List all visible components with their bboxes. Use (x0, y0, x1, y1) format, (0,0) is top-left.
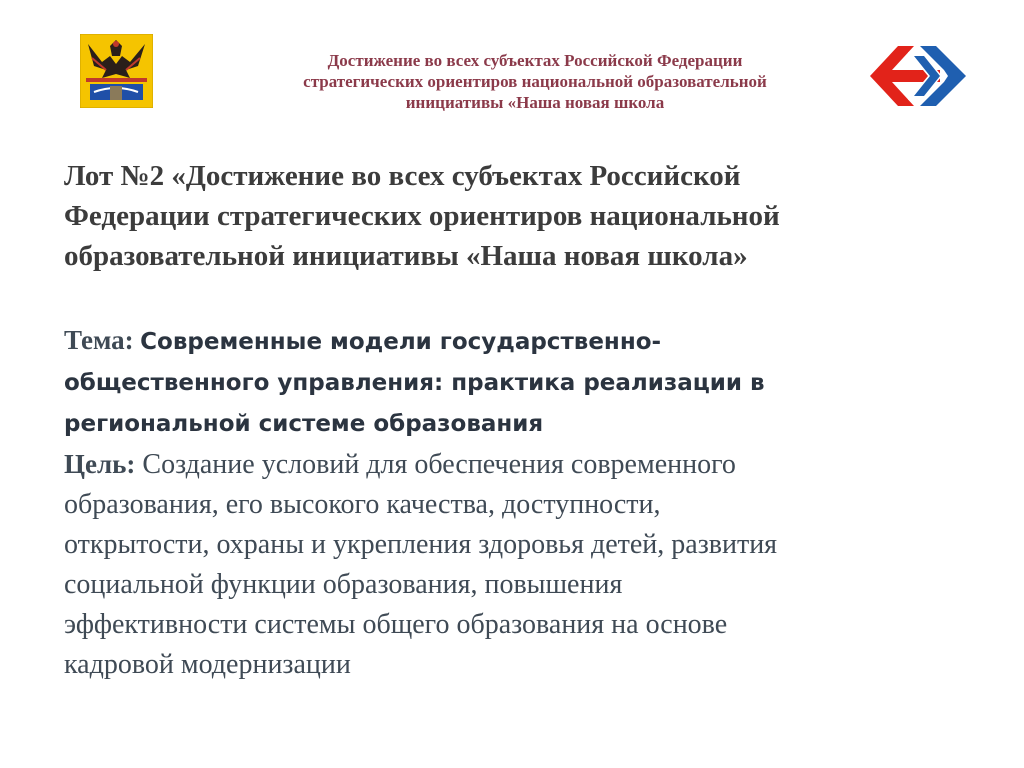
lot-title (64, 156, 964, 276)
header-line-2: стратегических ориентиров национальной образовательной (303, 72, 767, 91)
goal-line-4: социальной функции образования, повышения (64, 569, 623, 600)
theme-label: Тема: (64, 325, 134, 355)
goal-text-1: Создание условий для обеспечения современного (142, 449, 736, 480)
lot-line-1: Лот №2 «Достижение во всех субъектах Российской (64, 160, 741, 192)
theme-text-2: общественного управления: практика реализации в (64, 370, 765, 396)
goal-line-5: эффективности системы общего образования на основе (64, 609, 728, 640)
theme-line-2 (64, 362, 964, 403)
header-line-3: инициативы «Наша новая школа (405, 93, 665, 112)
header-line-1: Достижение во всех субъектах Российской Федерации (327, 51, 743, 70)
goal-line-3: открытости, охраны и укрепления здоровья детей, развития (64, 529, 778, 560)
theme-text-3: региональной системе образования (64, 411, 544, 437)
goal-line-2: образования, его высокого качества, доступности, (64, 489, 661, 520)
coat-of-arms-icon (80, 34, 153, 108)
goal-label: Цель: (64, 449, 136, 479)
theme-line-1 (64, 320, 964, 362)
goal-line-1 (64, 444, 964, 485)
lot-line-2: Федерации стратегических ориентиров национальной (64, 200, 780, 232)
header-title (200, 50, 870, 113)
body-block (64, 320, 964, 685)
goal-line-6: кадровой модернизации (64, 649, 351, 680)
arrows-logo-icon (870, 40, 966, 112)
theme-line-3 (64, 403, 964, 444)
theme-text-1: Современные модели государственно- (140, 329, 662, 355)
lot-line-3: образовательной инициативы «Наша новая школа» (64, 240, 748, 272)
